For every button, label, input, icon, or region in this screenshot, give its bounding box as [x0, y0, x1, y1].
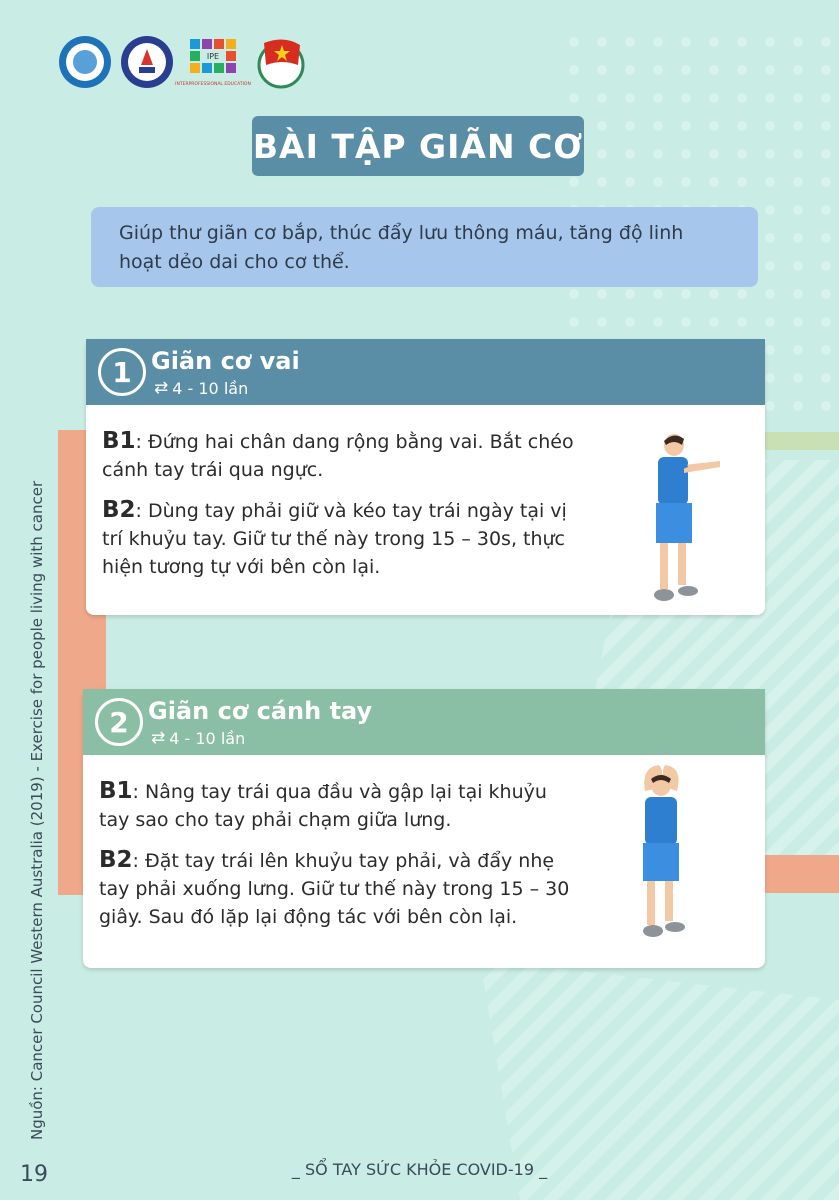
- logo-1: [58, 35, 112, 89]
- page-number: 19: [20, 1162, 48, 1187]
- step-text: : Nâng tay trái qua đầu và gập lại tại khuỷu tay sao cho tay phải chạm giữa lưng.: [99, 781, 547, 831]
- step-label: B1: [99, 778, 133, 804]
- step-text: : Đặt tay trái lên khuỷu tay phải, và đẩy nhẹ tay phải xuống lưng. Giữ tư thế này trong 15 – 30 giây. Sau đó lặp lại động tác với bên còn lại.: [99, 850, 570, 928]
- step-label: B2: [102, 497, 136, 523]
- exercise-card-2: [83, 689, 765, 968]
- exercise-reps-1: [154, 378, 248, 398]
- logo-2: [120, 35, 174, 89]
- logo-ipe: [175, 35, 251, 89]
- reps-text-1: 4 - 10 lần: [172, 378, 249, 398]
- title-banner: [252, 116, 584, 176]
- step-label: B2: [99, 847, 133, 873]
- logo-ipe-caption: INTERPROFESSIONAL EDUCATION: [175, 82, 251, 87]
- exercise-card-1: [86, 339, 765, 615]
- step-b1: [102, 427, 582, 484]
- exercise-header-1: [86, 339, 765, 405]
- step-b2: [102, 496, 582, 581]
- repeat-icon: ⇄: [154, 378, 169, 398]
- exercise-reps-2: [151, 728, 245, 748]
- reps-text-2: 4 - 10 lần: [169, 728, 246, 748]
- page-title: BÀI TẬP GIÃN CƠ: [252, 126, 584, 166]
- logo-ipe-text: IPE: [206, 52, 220, 61]
- intro-box: Giúp thư giãn cơ bắp, thúc đẩy lưu thông máu, tăng độ linh hoạt dẻo dai cho cơ thể.: [91, 207, 758, 287]
- repeat-icon: ⇄: [151, 728, 166, 748]
- exercise-number-1: 1: [98, 348, 146, 396]
- exercise-title-1: Giãn cơ vai: [151, 347, 300, 375]
- exercise-number-2: 2: [95, 698, 143, 746]
- step-b1: [99, 777, 579, 834]
- logo-youth-union: [254, 35, 308, 89]
- footer-title: _ SỔ TAY SỨC KHỎE COVID-19 _: [291, 1160, 548, 1179]
- stretch-figure-1: [646, 431, 736, 609]
- exercise-header-2: [83, 689, 765, 755]
- stretch-figure-2: [631, 761, 701, 943]
- step-label: B1: [102, 428, 136, 454]
- step-text: : Đứng hai chân dang rộng bằng vai. Bắt chéo cánh tay trái qua ngực.: [102, 431, 574, 481]
- exercise-title-2: Giãn cơ cánh tay: [148, 697, 373, 725]
- source-citation: Nguồn: Cancer Council Western Australia (2019) - Exercise for people living with cancer: [28, 480, 46, 1140]
- step-b2: [99, 846, 579, 931]
- step-text: : Dùng tay phải giữ và kéo tay trái ngày tại vị trí khuỷu tay. Giữ tư thế này trong 15 – 30s, thực hiện tương tự với bên còn lại.: [102, 500, 567, 578]
- partner-logos: [58, 35, 308, 89]
